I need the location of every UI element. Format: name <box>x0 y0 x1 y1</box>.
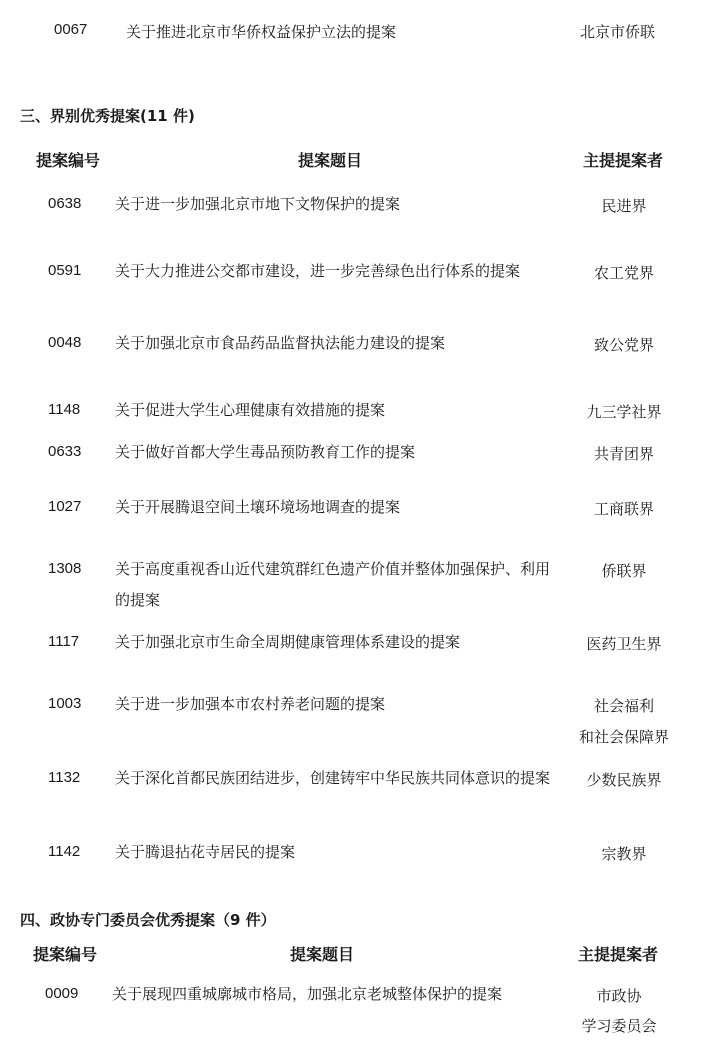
proposal-number: 1148 <box>48 401 81 418</box>
proposal-number: 1308 <box>48 560 82 577</box>
proposal-number: 1003 <box>48 695 82 712</box>
proposal-number: 1132 <box>48 769 81 786</box>
proposal-submitter: 农工党界 <box>593 264 654 282</box>
column-header-submitter: 主提提案者 <box>577 945 658 964</box>
proposal-submitter: 社会福利 <box>593 697 654 715</box>
proposal-title: 关于加强北京市食品药品监督执法能力建设的提案 <box>115 334 446 352</box>
proposal-submitter: 共青团界 <box>593 445 654 463</box>
proposal-title: 关于进一步加强北京市地下文物保护的提案 <box>115 195 401 213</box>
column-header-title: 提案题目 <box>298 151 363 170</box>
proposal-submitter: 学习委员会 <box>581 1017 657 1035</box>
proposal-number: 1027 <box>48 498 82 515</box>
proposal-submitter: 医药卫生界 <box>586 635 662 653</box>
proposal-title: 关于做好首都大学生毒品预防教育工作的提案 <box>115 443 416 461</box>
proposal-title: 关于高度重视香山近代建筑群红色遗产价值并整体加强保护、利用的提案 <box>115 560 551 609</box>
proposal-number: 1117 <box>48 633 80 650</box>
proposal-title: 关于推进北京市华侨权益保护立法的提案 <box>126 23 397 41</box>
proposal-number: 0633 <box>48 443 82 460</box>
proposal-title: 关于进一步加强本市农村养老问题的提案 <box>115 695 386 713</box>
proposal-number: 0048 <box>48 334 82 351</box>
proposal-submitter: 少数民族界 <box>586 771 662 789</box>
proposal-number: 0009 <box>45 985 79 1002</box>
proposal-submitter: 侨联界 <box>601 562 647 580</box>
proposal-title: 关于加强北京市生命全周期健康管理体系建设的提案 <box>115 633 461 651</box>
section-heading: 三、界别优秀提案(11 件) <box>20 107 195 125</box>
proposal-title: 关于腾退拈花寺居民的提案 <box>115 843 296 861</box>
proposal-title: 关于展现四重城廓城市格局，加强北京老城整体保护的提案 <box>112 985 503 1003</box>
proposal-submitter: 市政协 <box>596 987 642 1005</box>
proposal-submitter: 宗教界 <box>601 845 647 863</box>
section-heading: 四、政协专门委员会优秀提案（9 件） <box>20 911 276 929</box>
proposal-number: 0638 <box>48 195 82 212</box>
proposal-title: 关于大力推进公交都市建设，进一步完善绿色出行体系的提案 <box>115 262 521 280</box>
proposal-title: 关于深化首都民族团结进步，创建铸牢中华民族共同体意识的提案 <box>115 769 551 787</box>
proposal-title: 关于开展腾退空间土壤环境场地调查的提案 <box>115 498 401 516</box>
proposal-submitter: 北京市侨联 <box>579 23 655 41</box>
proposal-number: 0591 <box>48 262 82 279</box>
proposal-submitter: 九三学社界 <box>586 403 662 421</box>
column-header-number: 提案编号 <box>36 151 101 170</box>
column-header-number: 提案编号 <box>33 945 98 964</box>
proposal-submitter: 致公党界 <box>593 336 654 354</box>
proposal-title: 关于促进大学生心理健康有效措施的提案 <box>115 401 386 419</box>
column-header-title: 提案题目 <box>290 945 355 964</box>
proposal-submitter: 和社会保障界 <box>578 728 669 746</box>
column-header-submitter: 主提提案者 <box>582 151 663 170</box>
proposal-submitter: 民进界 <box>601 197 647 215</box>
proposal-number: 0067 <box>54 21 88 38</box>
proposal-number: 1142 <box>48 843 81 860</box>
proposal-submitter: 工商联界 <box>593 500 654 518</box>
